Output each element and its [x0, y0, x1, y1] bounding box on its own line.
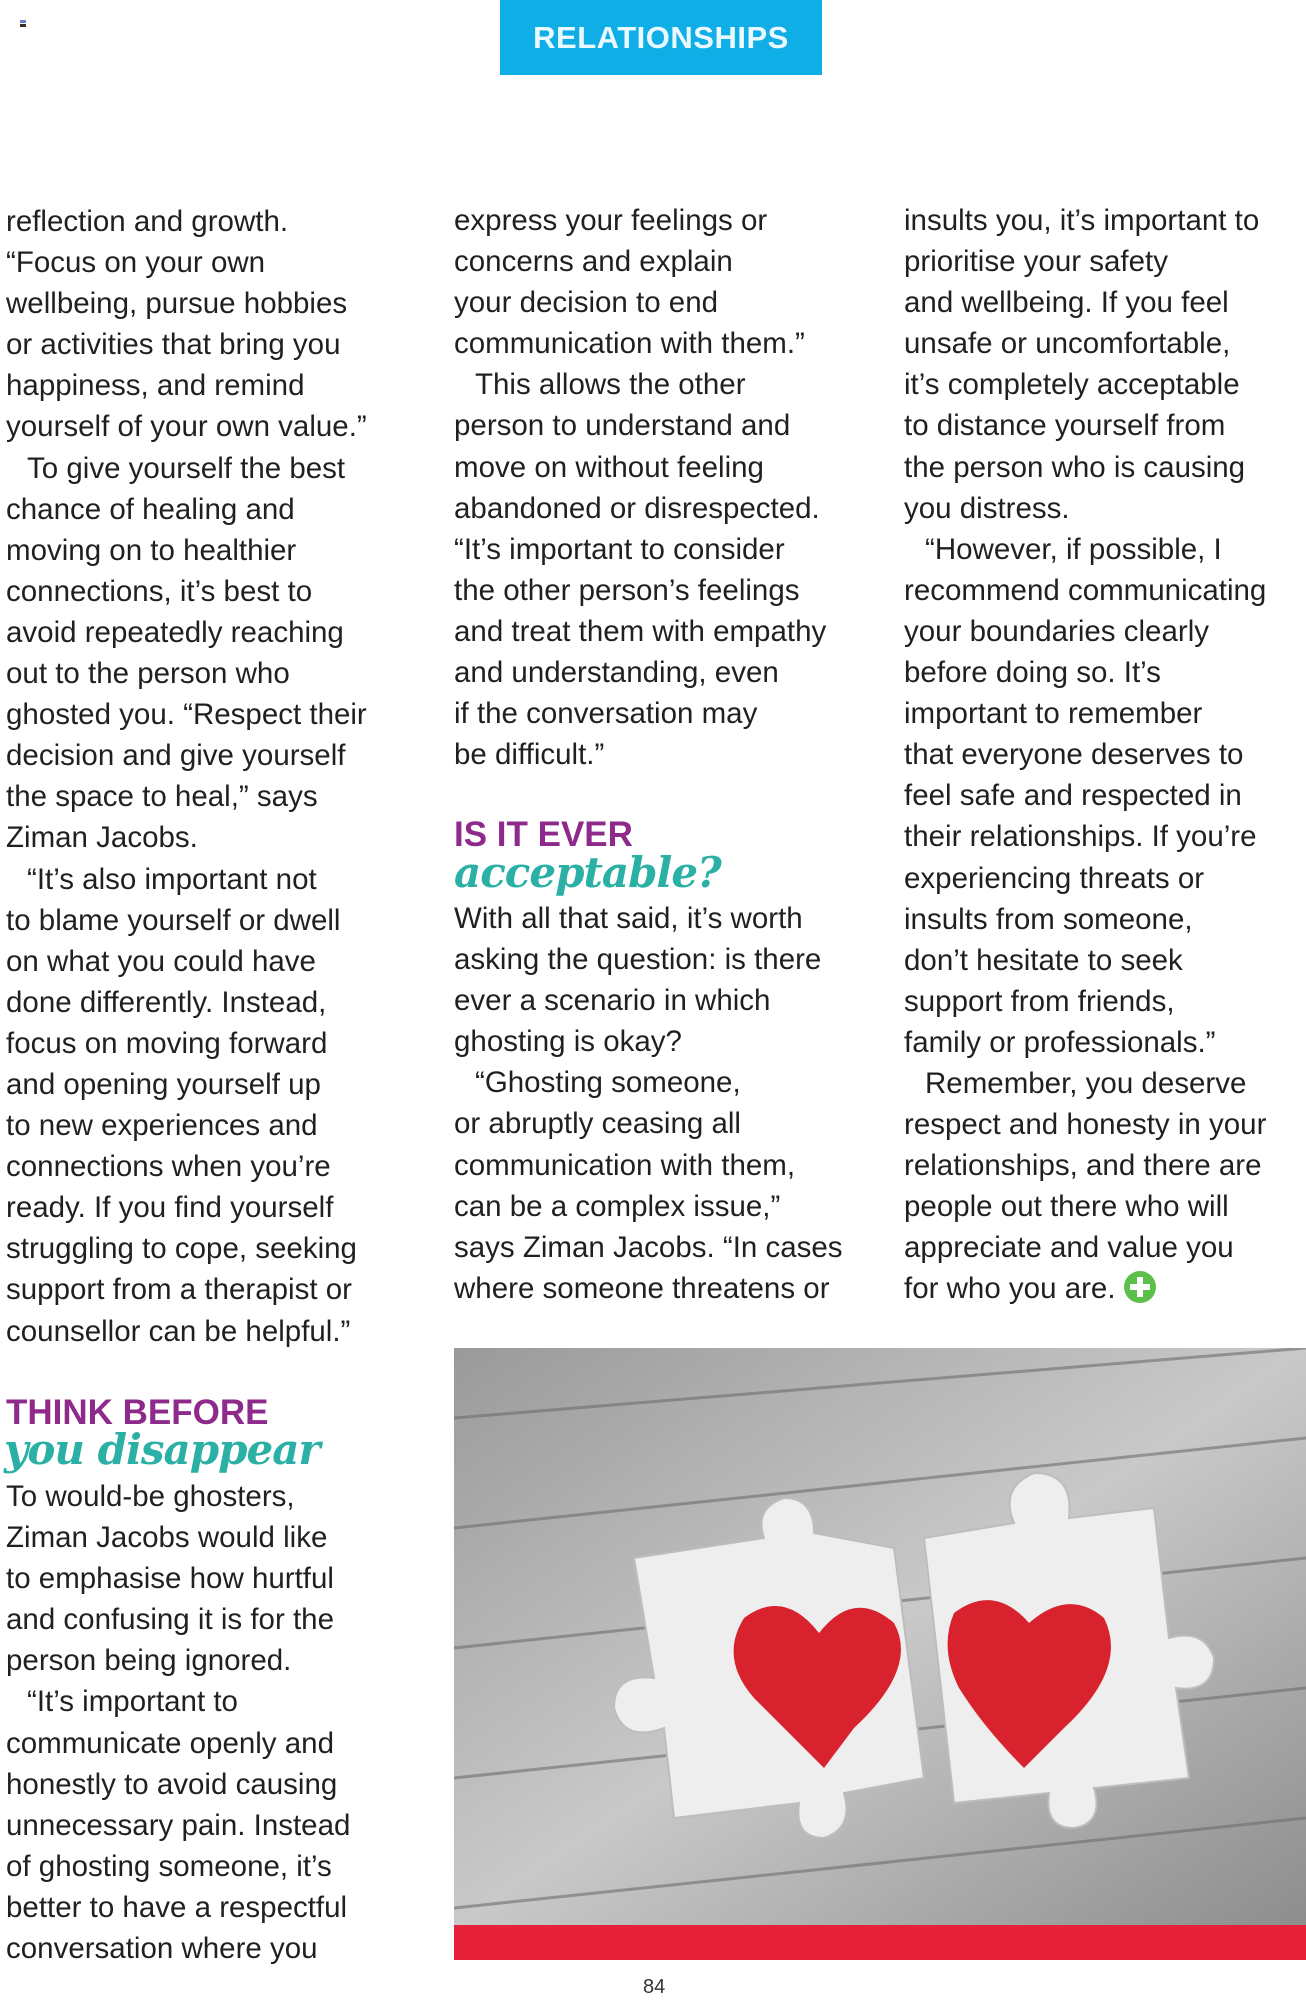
text-line: your decision to end: [454, 286, 719, 320]
text-line: people out there who will: [904, 1190, 1229, 1224]
text-line: focus on moving forward: [6, 1026, 328, 1060]
text-line: and confusing it is for the: [6, 1603, 334, 1637]
plus-circle-icon: [1124, 1271, 1156, 1303]
text-line: moving on to healthier: [6, 533, 297, 567]
text-line: to new experiences and: [6, 1109, 318, 1143]
text-line: communication with them.”: [454, 327, 805, 361]
text-line: Ziman Jacobs.: [6, 821, 198, 855]
heading-caps: THINK BEFORE: [6, 1393, 269, 1432]
text-line: honestly to avoid causing: [6, 1767, 338, 1801]
text-line: better to have a respectful: [6, 1890, 348, 1924]
text-line: unsafe or uncomfortable,: [904, 327, 1231, 361]
text-line: avoid repeatedly reaching: [6, 615, 344, 649]
column-2-text-2: [454, 898, 843, 1309]
text-line: “It’s important to: [27, 1685, 238, 1719]
text-line: reflection and growth.: [6, 205, 289, 238]
text-line: happiness, and remind: [6, 369, 305, 403]
text-line: This allows the other: [475, 368, 746, 402]
page-number: 84: [643, 1976, 666, 1998]
text-line: to blame yourself or dwell: [6, 903, 341, 937]
text-line: yourself of your own value.”: [6, 410, 367, 444]
text-line: support from a therapist or: [6, 1273, 352, 1307]
text-line: it’s completely acceptable: [904, 368, 1240, 402]
text-line: chance of healing and: [6, 492, 295, 526]
text-line: To give yourself the best: [27, 451, 346, 485]
text-line: communication with them,: [454, 1148, 796, 1182]
text-line: wellbeing, pursue hobbies: [6, 287, 348, 321]
text-line: and wellbeing. If you feel: [904, 286, 1229, 320]
text-line: and opening yourself up: [6, 1067, 321, 1101]
text-line: that everyone deserves to: [904, 738, 1244, 772]
text-line: says Ziman Jacobs. “In cases: [454, 1230, 843, 1264]
text-line: connections when you’re: [6, 1150, 331, 1184]
text-line: their relationships. If you’re: [904, 820, 1257, 854]
text-line: to emphasise how hurtful: [6, 1562, 334, 1596]
text-line: conversation where you: [6, 1932, 318, 1966]
text-line: of ghosting someone, it’s: [6, 1849, 332, 1883]
text-line: feel safe and respected in: [904, 779, 1242, 813]
text-line: where someone threatens or: [454, 1271, 830, 1305]
text-line: With all that said, it’s worth: [454, 902, 803, 935]
text-line: move on without feeling: [454, 450, 764, 484]
text-line: “However, if possible, I: [925, 532, 1222, 566]
text-line: insults from someone,: [904, 902, 1193, 936]
text-line: express your feelings or: [454, 204, 768, 237]
text-line: and understanding, even: [454, 656, 779, 690]
text-line: important to remember: [904, 697, 1203, 731]
text-line: insults you, it’s important to: [904, 204, 1260, 237]
text-line: out to the person who: [6, 657, 290, 691]
text-line: your boundaries clearly: [904, 614, 1209, 648]
text-line: “It’s also important not: [27, 862, 317, 896]
text-line: person to understand and: [454, 409, 791, 443]
text-line: person being ignored.: [6, 1644, 292, 1678]
text-line: concerns and explain: [454, 245, 733, 279]
text-line: Remember, you deserve: [925, 1066, 1247, 1100]
text-line: or activities that bring you: [6, 328, 341, 362]
column-1-text: [6, 201, 367, 1352]
text-line: ever a scenario in which: [454, 984, 771, 1018]
text-line: ghosted you. “Respect their: [6, 698, 367, 732]
text-line: and treat them with empathy: [454, 614, 827, 648]
text-line: done differently. Instead,: [6, 985, 327, 1019]
text-line: “It’s important to consider: [454, 532, 785, 566]
page-marker-icon: [20, 20, 26, 27]
text-line: for who you are.: [904, 1272, 1116, 1306]
text-line: “Focus on your own: [6, 246, 266, 280]
text-line: decision and give yourself: [6, 739, 346, 773]
column-1-text-2: [6, 1476, 350, 1969]
column-2-text: [454, 200, 826, 775]
red-footer-bar: [454, 1925, 1306, 1960]
text-line: ghosting is okay?: [454, 1025, 682, 1059]
text-line: before doing so. It’s: [904, 656, 1161, 690]
text-line: on what you could have: [6, 944, 316, 978]
section-tag: [500, 0, 822, 75]
text-line: don’t hesitate to seek: [904, 943, 1183, 977]
column-3-text: [904, 200, 1266, 1310]
text-line: support from friends,: [904, 984, 1175, 1018]
text-line: appreciate and value you: [904, 1231, 1234, 1265]
text-line: connections, it’s best to: [6, 574, 313, 608]
text-line: if the conversation may: [454, 697, 758, 731]
text-line: unnecessary pain. Instead: [6, 1808, 351, 1842]
text-line: To would-be ghosters,: [6, 1480, 295, 1513]
text-line: prioritise your safety: [904, 245, 1168, 279]
text-line: the other person’s feelings: [454, 573, 800, 607]
text-line: recommend communicating: [904, 573, 1267, 607]
text-line: you distress.: [904, 491, 1070, 525]
text-line: abandoned or disrespected.: [454, 491, 820, 525]
text-line: family or professionals.”: [904, 1025, 1216, 1059]
text-line: the person who is causing: [904, 450, 1246, 484]
text-line: asking the question: is there: [454, 943, 822, 977]
text-line: respect and honesty in your: [904, 1108, 1267, 1142]
text-line: relationships, and there are: [904, 1149, 1262, 1183]
text-line: communicate openly and: [6, 1726, 334, 1760]
text-line: be difficult.”: [454, 738, 605, 772]
text-line: or abruptly ceasing all: [454, 1107, 741, 1141]
text-line: ready. If you find yourself: [6, 1191, 334, 1225]
section-tag-label: RELATIONSHIPS: [533, 19, 789, 55]
text-line: can be a complex issue,”: [454, 1189, 781, 1223]
text-line: Ziman Jacobs would like: [6, 1521, 328, 1555]
text-line: to distance yourself from: [904, 409, 1226, 443]
text-line: the space to heal,” says: [6, 780, 318, 814]
heading-caps: IS IT EVER: [454, 815, 633, 854]
text-line: experiencing threats or: [904, 861, 1205, 895]
puzzle-hearts-photo: [454, 1348, 1306, 1925]
text-line: “Ghosting someone,: [475, 1066, 741, 1100]
text-line: counsellor can be helpful.”: [6, 1314, 351, 1348]
heading-script: acceptable?: [454, 848, 721, 897]
heading-script: you disappear: [4, 1425, 320, 1474]
text-line: struggling to cope, seeking: [6, 1232, 357, 1266]
